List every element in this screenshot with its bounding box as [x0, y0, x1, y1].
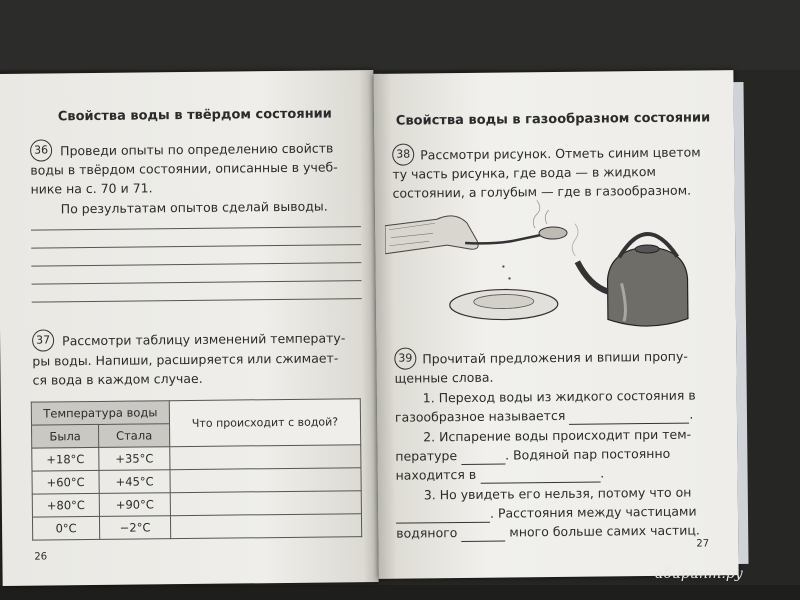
sentence-2-line: 2. Испарение воды происходит при тем-	[423, 426, 692, 445]
task-36-line: воды в твёрдом состоянии, описанные в учеб-	[30, 159, 338, 178]
answer-line[interactable]	[32, 280, 362, 284]
table-header-temperature: Температура воды	[31, 401, 169, 425]
task-36-number: 36	[30, 139, 52, 161]
desk-edge	[0, 585, 800, 600]
task-36-line: По результатам опытов сделай выводы.	[60, 198, 328, 217]
desk-background	[0, 0, 800, 70]
task-37-line: ры воды. Напиши, расширяется или сжимает-	[32, 350, 339, 369]
sentence-3-line	[396, 523, 700, 543]
blank-field[interactable]	[569, 407, 689, 425]
task-37-line: ся вода в каждом случае.	[32, 370, 203, 388]
sentence-2-text: . Водяной пар постоянно	[505, 445, 671, 463]
sentence-2-line: находится в .	[395, 465, 605, 483]
hand-icon	[385, 216, 478, 254]
task-36-line: Проведи опыты по определению свойств	[60, 140, 334, 159]
left-page	[0, 70, 379, 586]
page-number-left: 26	[34, 551, 48, 563]
table-cell-became: −2°С	[99, 516, 170, 540]
table-cell-answer[interactable]	[170, 491, 361, 516]
sentence-1-line: газообразное называется .	[394, 406, 694, 425]
task-38-line: Рассмотри рисунок. Отметь синим цветом	[420, 144, 701, 163]
table-header-became: Стала	[99, 424, 170, 448]
sentence-3-text: водяного	[396, 525, 458, 541]
water-illustration	[385, 198, 721, 342]
task-39-number: 39	[394, 347, 416, 369]
task-37-number: 37	[32, 329, 54, 351]
watermark	[655, 566, 743, 582]
answer-line[interactable]	[31, 262, 361, 266]
task-37-line: Рассмотри таблицу изменений температу-	[62, 330, 346, 349]
task-36-line: нике на с. 70 и 71.	[30, 180, 153, 197]
sentence-3-line: 3. Но увидеть его нельзя, потому что он	[423, 484, 692, 503]
table-row	[32, 468, 361, 494]
task-39-line: Прочитай предложения и впиши пропу-	[422, 348, 688, 367]
left-page-title: Свойства воды в твёрдом состоянии	[57, 106, 332, 125]
task-38-number: 38	[392, 143, 414, 165]
kettle-icon	[607, 247, 688, 327]
table-cell-was: +80°С	[32, 493, 99, 517]
table-cell-became: +35°С	[99, 447, 170, 471]
table-row	[32, 491, 361, 517]
table-cell-answer[interactable]	[170, 514, 361, 539]
sentence-3-line	[396, 504, 697, 524]
task-38-line: ту часть рисунка, где вода — в жидком	[392, 163, 656, 182]
task-39-line: щенные слова.	[394, 369, 494, 386]
spoon-icon	[465, 234, 545, 244]
table-cell-was: 0°С	[32, 516, 99, 540]
sentence-3-text: . Расстояния между частицами	[489, 503, 697, 521]
task-38-line: состоянии, а голубым — где в газообразном.	[392, 182, 692, 201]
answer-line[interactable]	[32, 298, 362, 302]
sentence-2-text: находится в	[395, 466, 477, 483]
page-number-right: 27	[696, 538, 710, 550]
table-header-was: Была	[32, 424, 99, 448]
blank-field[interactable]	[461, 525, 505, 542]
table-cell-answer[interactable]	[170, 468, 361, 493]
table-cell-became: +45°С	[99, 470, 170, 494]
table-row	[32, 445, 361, 471]
watermark-text: абиринт.ру	[655, 566, 743, 582]
blank-field[interactable]	[461, 448, 505, 465]
table-header-question: Что происходит с водой?	[169, 399, 360, 447]
sentence-2-line	[395, 446, 670, 466]
blank-field[interactable]	[480, 466, 600, 484]
right-page	[373, 70, 738, 579]
table-cell-was: +18°С	[32, 447, 99, 471]
answer-line[interactable]	[31, 244, 361, 248]
sentence-3-text: много больше самих частиц.	[509, 522, 700, 540]
steam-icon	[533, 200, 540, 228]
table-row	[32, 514, 361, 540]
temperature-table	[31, 398, 362, 540]
sentence-1-text: газообразное называется	[394, 407, 566, 425]
table-cell-became: +90°С	[99, 493, 170, 517]
right-page-title: Свойства воды в газообразном состоянии	[395, 110, 711, 129]
sentence-2-text: пературе	[395, 448, 458, 464]
answer-line[interactable]	[31, 226, 361, 230]
table-cell-was: +60°С	[32, 470, 99, 494]
sentence-1-line: 1. Переход воды из жидкого состояния в	[422, 387, 696, 406]
table-cell-answer[interactable]	[170, 445, 361, 470]
blank-field[interactable]	[396, 506, 490, 524]
